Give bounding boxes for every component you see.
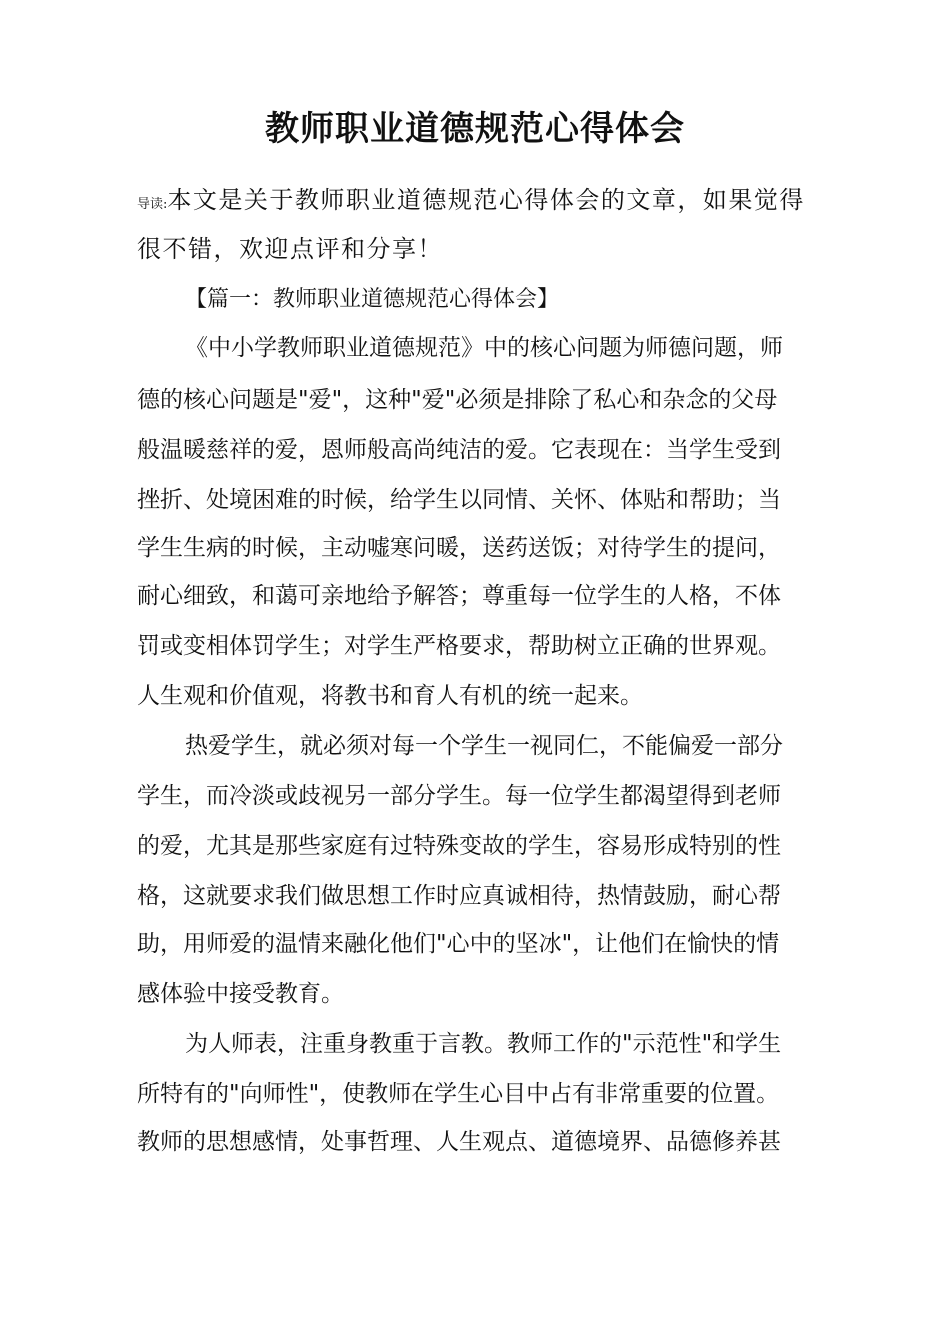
paragraph-line: 所特有的"向师性"，使教师在学生心目中占有非常重要的位置。 <box>137 1081 780 1107</box>
paragraph-line: 耐心细致，和蔼可亲地给予解答；尊重每一位学生的人格，不体 <box>137 583 781 609</box>
paragraph-line: 罚或变相体罚学生；对学生严格要求，帮助树立正确的世界观。 <box>137 633 781 659</box>
intro-lead-label: 导读: <box>137 197 168 212</box>
intro-text <box>137 178 827 271</box>
paragraph-line: 为人师表，注重身教重于言教。教师工作的"示范性"和学生 <box>185 1031 782 1057</box>
paragraph-line: 助，用师爱的温情来融化他们"心中的坚冰"，让他们在愉快的情 <box>137 931 780 957</box>
paragraph-line: 德的核心问题是"爱"，这种"爱"必须是排除了私心和杂念的父母 <box>137 387 778 413</box>
intro-line: 本文是关于教师职业道德规范心得体会的文章，如果觉得 <box>167 186 805 214</box>
document-title: 教师职业道德规范心得体会 <box>265 109 685 149</box>
paragraph-line: 感体验中接受教育。 <box>137 981 344 1007</box>
paragraph-line: 人生观和价值观，将教书和育人有机的统一起来。 <box>137 683 643 709</box>
paragraph-line: 教师的思想感情，处事哲理、人生观点、道德境界、品德修养甚 <box>137 1129 781 1155</box>
paragraph-line: 热爱学生，就必须对每一个学生一视同仁，不能偏爱一部分 <box>185 733 783 759</box>
section-heading: 【篇一：教师职业道德规范心得体会】 <box>185 287 560 312</box>
paragraph-line: 格，这就要求我们做思想工作时应真诚相待，热情鼓励，耐心帮 <box>137 883 781 909</box>
paragraph-line: 《中小学教师职业道德规范》中的核心问题为师德问题，师 <box>185 335 783 361</box>
paragraph-line: 的爱，尤其是那些家庭有过特殊变故的学生，容易形成特别的性 <box>137 833 781 859</box>
paragraph-line: 学生，而冷淡或歧视另一部分学生。每一位学生都渴望得到老师 <box>137 783 781 809</box>
paragraph-line: 学生生病的时候，主动嘘寒问暖，送药送饭；对待学生的提问， <box>137 535 781 561</box>
paragraph-line: 挫折、处境困难的时候，给学生以同情、关怀、体贴和帮助；当 <box>137 487 781 513</box>
paragraph-line: 般温暖慈祥的爱，恩师般高尚纯洁的爱。它表现在：当学生受到 <box>137 437 781 463</box>
intro-line: 很不错，欢迎点评和分享！ <box>137 235 443 263</box>
